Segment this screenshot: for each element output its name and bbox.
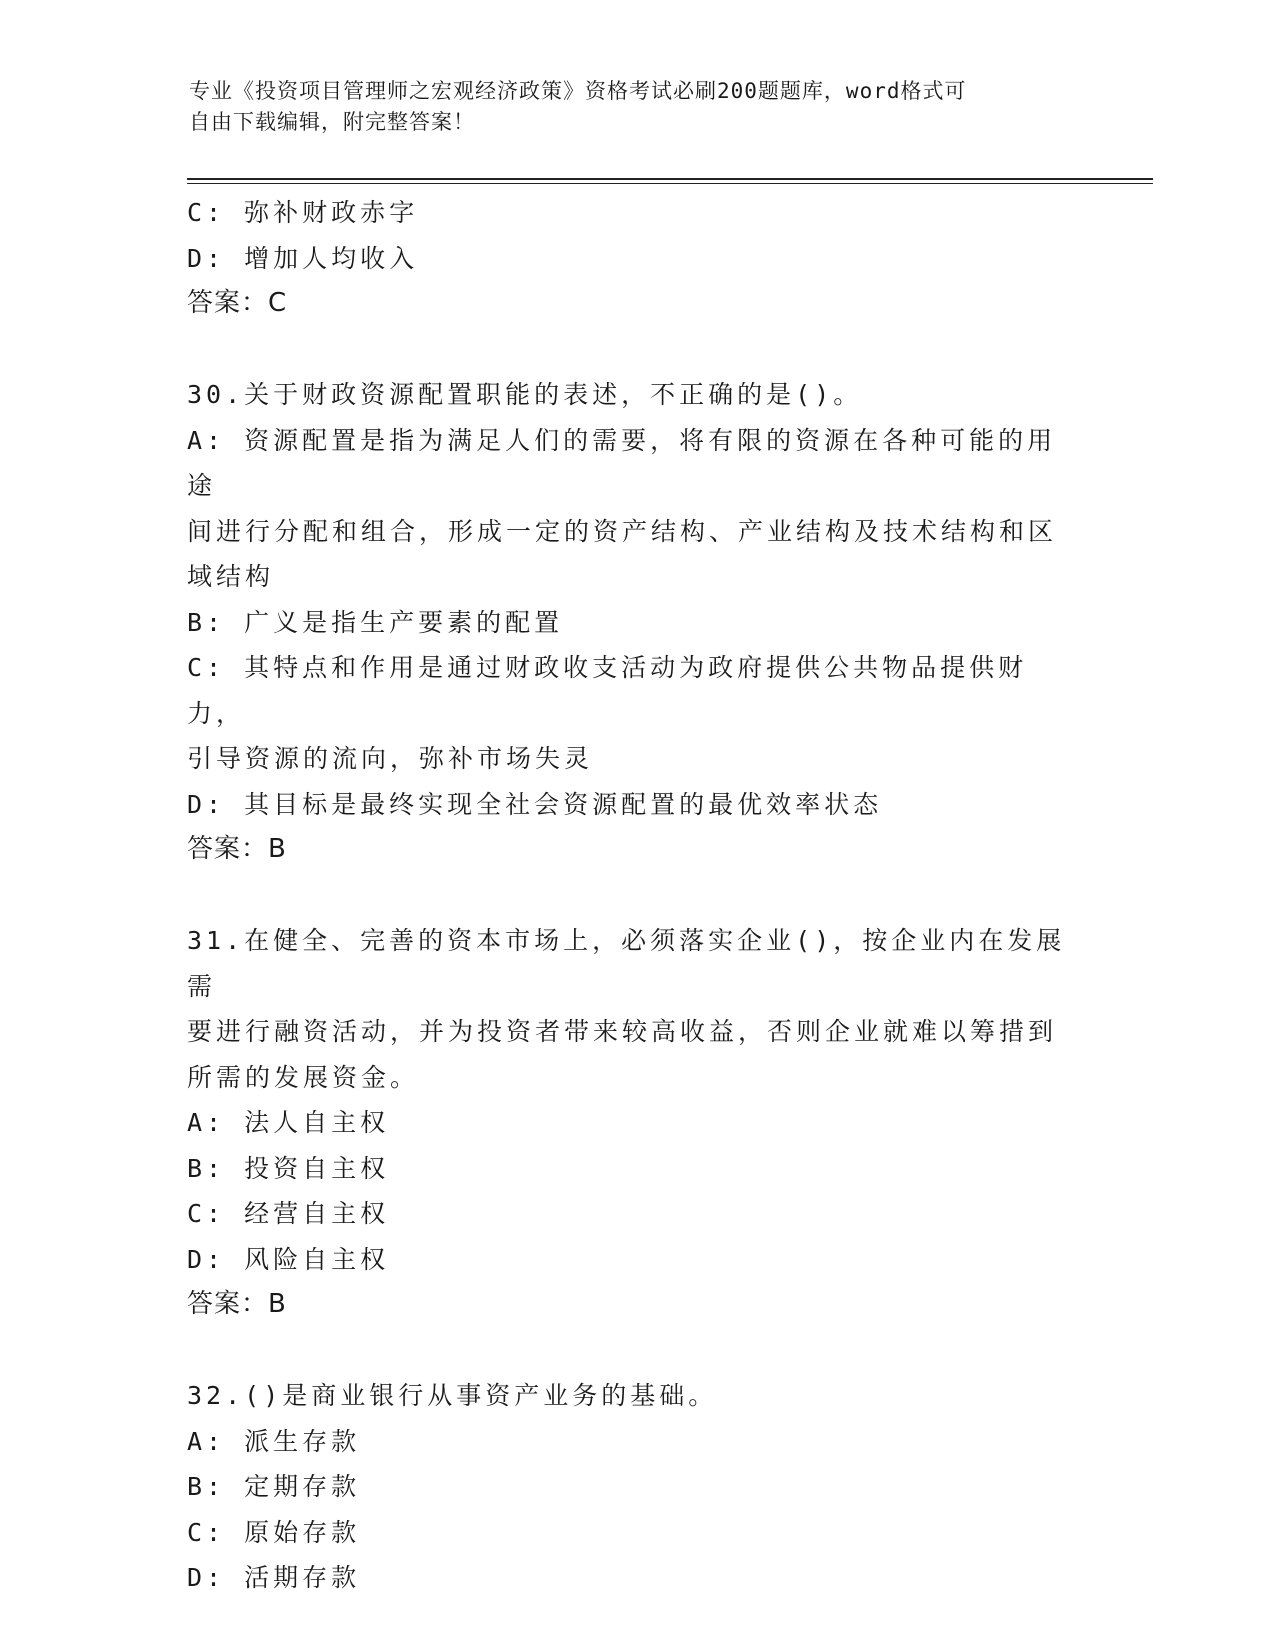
question-29-block [187, 190, 1067, 327]
q32-option-b: B: 定期存款 [187, 1472, 361, 1501]
question-30-block [187, 372, 1067, 873]
header-divider-thin [187, 183, 1153, 184]
q30-option-b: B: 广义是指生产要素的配置 [187, 607, 564, 637]
q30-question: 30.关于财政资源配置职能的表述，不正确的是()。 [187, 380, 863, 409]
q31-question-line-3: 所需的发展资金。 [187, 1062, 420, 1092]
q30-option-a-line-3: 域结构 [187, 562, 275, 591]
q31-question-line-1: 31.在健全、完善的资本市场上，必须落实企业()，按企业内在发展需 [187, 926, 1066, 1001]
q31-answer: 答案：B [187, 1289, 287, 1319]
question-31-block [187, 918, 1067, 1328]
q31-option-c: C: 经营自主权 [187, 1199, 390, 1228]
q31-option-a: A: 法人自主权 [187, 1108, 390, 1137]
q30-option-c-line-1: C: 其特点和作用是通过财政收支活动为政府提供公共物品提供财力， [187, 653, 1028, 728]
q30-answer: 答案：B [187, 834, 287, 864]
q32-option-d: D: 活期存款 [187, 1563, 361, 1592]
header-line-1: 专业《投资项目管理师之宏观经济政策》资格考试必刷200题题库，word格式可 [189, 79, 967, 103]
header-line-2: 自由下载编辑，附完整答案！ [189, 110, 475, 134]
q32-question: 32.()是商业银行从事资产业务的基础。 [187, 1381, 718, 1410]
question-content [187, 190, 1067, 1601]
q30-option-d: D: 其目标是最终实现全社会资源配置的最优效率状态 [187, 789, 883, 819]
q29-option-d: D: 增加人均收入 [187, 243, 419, 273]
spacer [187, 873, 1067, 919]
q29-answer: 答案：C [187, 288, 288, 318]
q32-option-c: C: 原始存款 [187, 1517, 361, 1547]
q29-option-c: C: 弥补财政赤字 [187, 198, 419, 227]
q30-option-c-line-2: 引导资源的流向，弥补市场失灵 [187, 744, 594, 773]
q30-option-a-line-1: A: 资源配置是指为满足人们的需要，将有限的资源在各种可能的用途 [187, 425, 1057, 500]
q32-option-a: A: 派生存款 [187, 1426, 361, 1456]
q30-option-a-line-2: 间进行分配和组合，形成一定的资产结构、产业结构及技术结构和区 [187, 516, 1058, 546]
question-32-block [187, 1373, 1067, 1601]
spacer [187, 327, 1067, 373]
document-header [189, 76, 1089, 138]
header-divider-thick [187, 178, 1153, 180]
q31-option-d: D: 风险自主权 [187, 1244, 390, 1274]
q31-question-line-2: 要进行融资活动，并为投资者带来较高收益，否则企业就难以筹措到 [187, 1017, 1058, 1046]
spacer [187, 1328, 1067, 1374]
q31-option-b: B: 投资自主权 [187, 1153, 390, 1183]
